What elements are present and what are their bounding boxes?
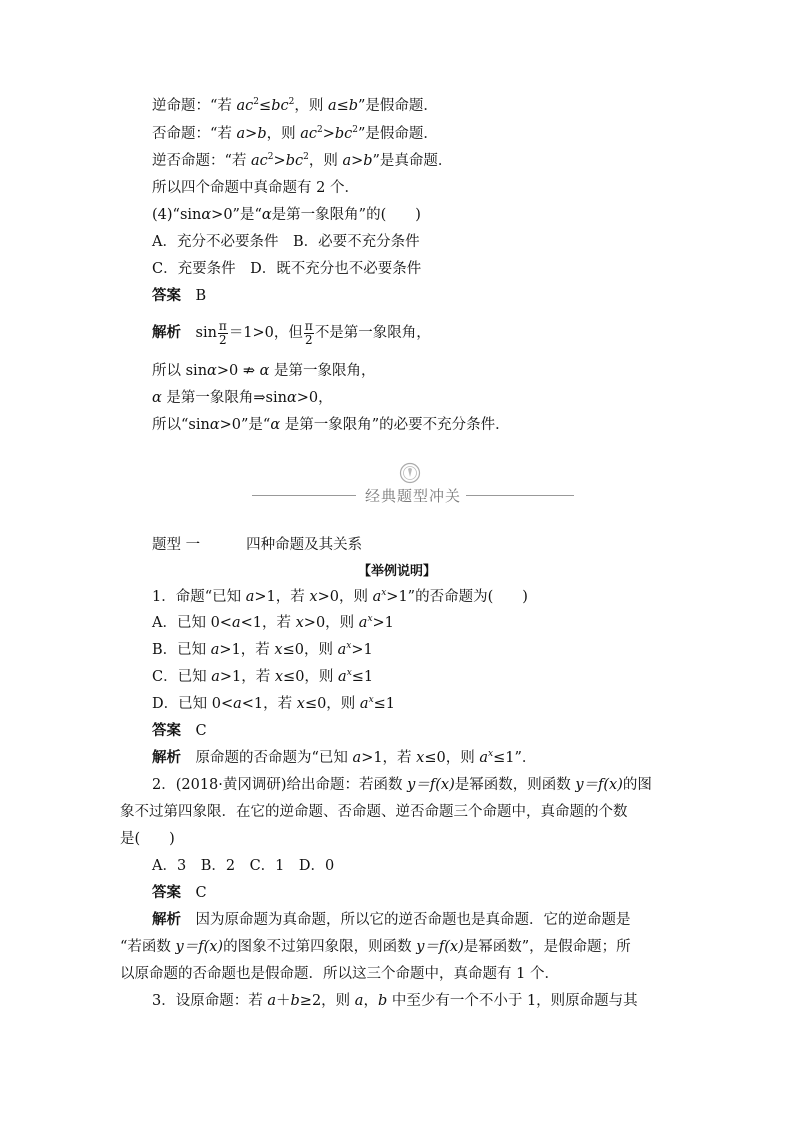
question-3-line-1: 3．设原命题：若 a＋b≥2，则 a，b 中至少有一个不小于 1，则原命题与其 (152, 993, 638, 1009)
inverse-line: 否命题：“若 a>b，则 $ac^2>bc^2$”是假命题． (152, 125, 438, 142)
answer-line: 答案 B (152, 287, 207, 304)
example-tag: 【举例说明】 (357, 564, 436, 579)
section-banner (252, 460, 574, 530)
converse-line: 逆命题：“若 $ac^2\le bc^2$，则 a≤b”是假命题． (152, 97, 438, 114)
q2-explanation-3: 以原命题的否命题也是假命题．所以这三个命题中，真命题有 1 个． (120, 966, 559, 982)
q1-option-d: D．已知 0<a<1，若 x≤0，则 $a^x\le 1$ (152, 695, 396, 712)
explanation-label: 解析 (152, 324, 181, 341)
q1-option-b: B．已知 a>1，若 x≤0，则 $a^x>1$ (152, 641, 373, 658)
fraction-pi-over-2: $\frac{\pi}{2}$ (218, 318, 227, 347)
question-4: (4)“sinα>0”是“α是第一象限角”的( ) (152, 207, 421, 223)
explanation-line-2: 所以 sinα>0 ⇏ α 是第一象限角， (152, 363, 376, 379)
emblem-icon (399, 462, 421, 484)
banner-title: 经典题型冲关 (364, 487, 461, 505)
q1-explanation: 解析 原命题的否命题为“已知 a>1，若 x≤0，则 $a^x\le 1$”． (152, 749, 537, 766)
q2-options: A．3 B．2 C．1 D．0 (152, 858, 335, 874)
options-ab: A．充分不必要条件 B．必要不充分条件 (152, 234, 420, 250)
q1-answer: 答案 C (152, 722, 207, 739)
section-heading: 题型 一 四种命题及其关系 (152, 537, 363, 553)
answer-label: 答案 (152, 287, 181, 304)
question-1: 1．命题“已知 a>1，若 x>0，则 $a^x>1$”的否命题为( ) (152, 588, 528, 605)
q2-explanation-1: 解析 因为原命题为真命题，所以它的逆否命题也是真命题．它的逆命题是 (152, 911, 631, 928)
fraction-pi-over-2: $\frac{\pi}{2}$ (304, 318, 313, 347)
explanation-line-3: α 是第一象限角⇒sinα>0， (152, 390, 333, 406)
question-2-line-1: 2．(2018·黄冈调研)给出命题：若函数 y＝f(x)是幂函数，则函数 y＝f(x)的图 (152, 777, 652, 793)
contrapositive-line: 逆否命题：“若 $ac^2>bc^2$，则 a>b”是真命题． (152, 152, 453, 169)
question-2-line-3: 是( ) (120, 831, 175, 847)
summary-line: 所以四个命题中真命题有 2 个． (152, 180, 359, 196)
options-cd: C．充要条件 D．既不充分也不必要条件 (152, 261, 422, 277)
q1-option-c: C．已知 a>1，若 x≤0，则 $a^x\le 1$ (152, 668, 374, 685)
explanation-line-4: 所以“sinα>0”是“α 是第一象限角”的必要不充分条件． (152, 417, 510, 433)
q2-answer: 答案 C (152, 884, 207, 901)
q2-explanation-2: “若函数 y＝f(x)的图象不过第四象限，则函数 y＝f(x)是幂函数”，是假命题；所 (120, 939, 631, 955)
explanation-line-1: 解析 sin $\frac{\pi}{2}$ ＝1>0，但 $\frac{\pi}{2}$ 不是第一象限角， (152, 318, 431, 347)
question-2-line-2: 象不过第四象限．在它的逆命题、否命题、逆否命题三个命题中，真命题的个数 (120, 804, 628, 820)
q1-option-a: A．已知 0<a<1，若 x>0，则 $a^x>1$ (152, 614, 394, 631)
